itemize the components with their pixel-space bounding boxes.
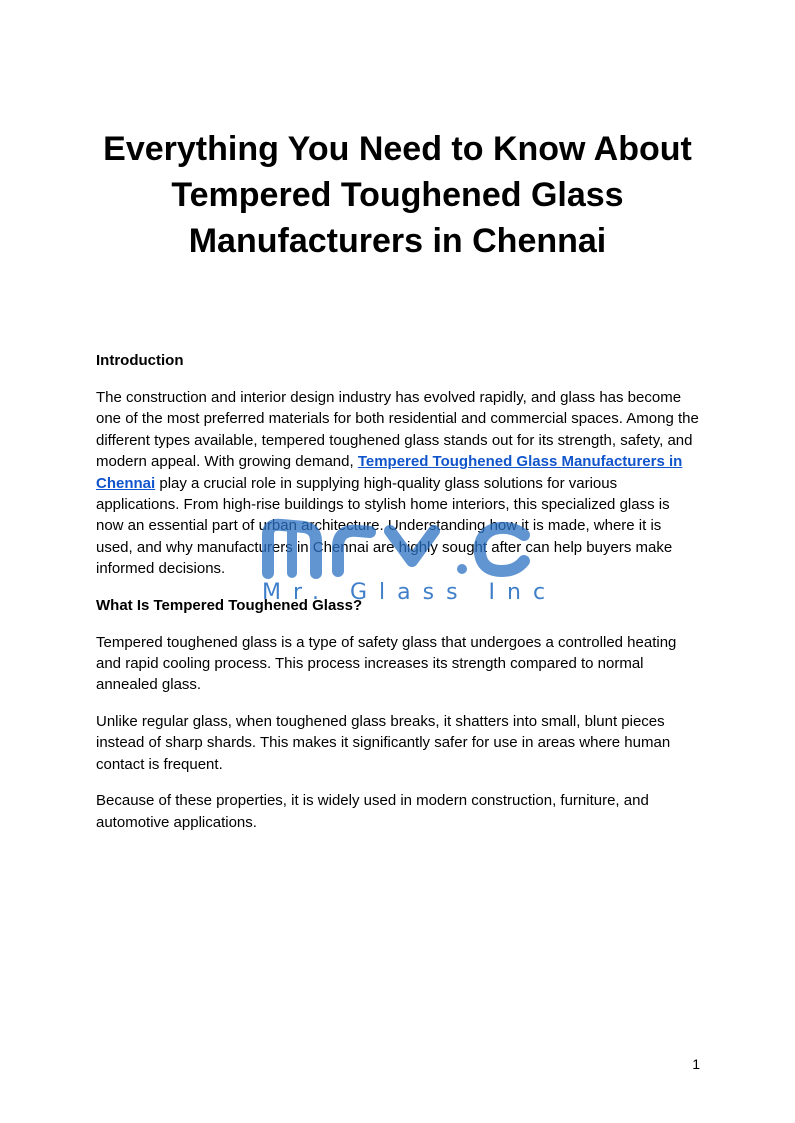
section-heading-introduction: Introduction [96,352,184,369]
logo-wordmark: Mr. Glass Inc [262,580,558,605]
page-number: 1 [692,1056,700,1072]
intro-paragraph [96,387,701,580]
paragraph-safety: Unlike regular glass, when toughened glass breaks, it shatters into small, blunt pieces instead of sharp shards. This makes it significantly safer for use in areas where human contact is frequent. [96,712,671,773]
paragraph-definition: Tempered toughened glass is a type of safety glass that undergoes a controlled heating and rapid cooling process. This process increases its strength compared to normal annealed glass. [96,633,677,694]
intro-text-before-link: The construction and interior design industry has evolved rapidly, and glass has become one of the most preferred materials for both residential and commercial spaces. Among the different types available, tempered toughened glass stands out for its strength, safety, and modern appeal. With growing demand, [96,389,699,471]
section-heading-what-is: What Is Tempered Toughened Glass? [96,596,363,614]
manufacturers-link[interactable]: Tempered Toughened Glass Manufacturers in Chennai [96,453,683,492]
paragraph-applications: Because of these properties, it is widely used in modern construction, furniture, and automotive applications. [96,792,649,831]
document-title: Everything You Need to Know About Tempered Toughened Glass Manufacturers in Chennai [103,130,692,260]
document-body [96,350,701,848]
intro-text-after-link: play a crucial role in supplying high-quality glass solutions for various applications. From high-rise buildings to stylish home interiors, this specialized glass is now an essential part of urban architecture. Understanding how it is made, where it is used, and why manufacturers in Chennai are highly sought after can help buyers make informed decisions. [96,474,673,578]
